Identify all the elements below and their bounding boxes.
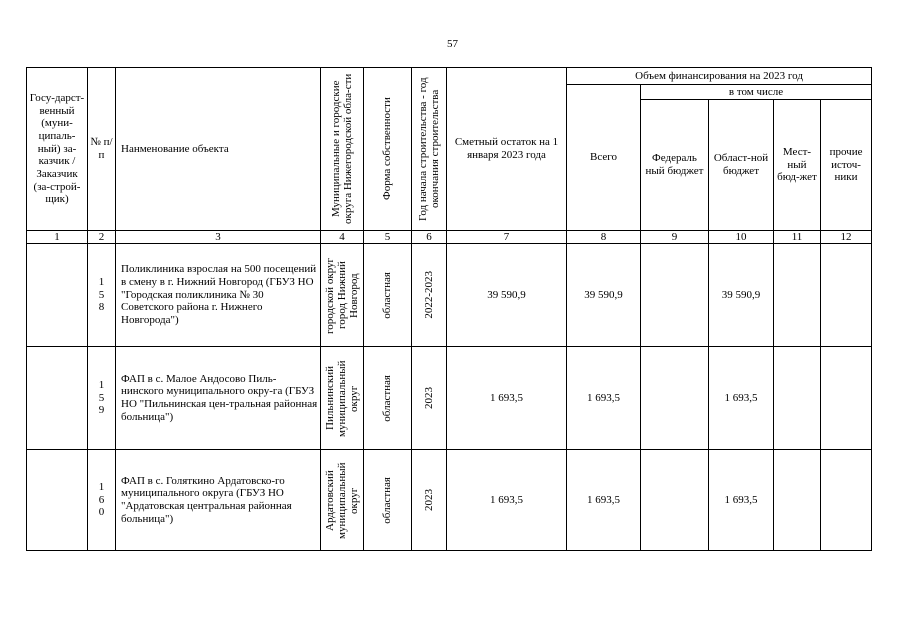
header-years [412, 68, 447, 231]
cell-local [774, 450, 821, 551]
header-balance: Сметный остаток на 1 января 2023 года [447, 68, 567, 231]
cell-balance: 39 590,9 [447, 244, 567, 347]
column-number: 10 [709, 231, 774, 244]
header-total: Всего [567, 85, 641, 231]
cell-local [774, 244, 821, 347]
header-years-text: Год начала строительства - год окончания строительства [416, 77, 441, 221]
header-including: в том числе [641, 85, 872, 100]
column-number: 6 [412, 231, 447, 244]
column-number: 2 [88, 231, 116, 244]
cell-district [321, 450, 364, 551]
cell-district [321, 347, 364, 450]
cell-other [821, 450, 872, 551]
cell-number-text: 15 9 [98, 379, 105, 417]
cell-object-name: ФАП в с. Голяткино Ардатовско-го муниципального округа (ГБУЗ НО "Ардатовская центральная районная больница") [116, 450, 321, 551]
column-number: 5 [364, 231, 412, 244]
cell-years-text: 2023 [422, 489, 435, 511]
header-ownership [364, 68, 412, 231]
header-other: прочие источ-ники [821, 100, 872, 231]
cell-district-text: Пильнинский муниципальный округ [323, 359, 361, 437]
cell-federal [641, 347, 709, 450]
cell-total: 1 693,5 [567, 450, 641, 551]
column-number: 8 [567, 231, 641, 244]
cell-years-text: 2023 [422, 387, 435, 409]
cell-ownership-text: областная [381, 271, 394, 319]
cell-ownership [364, 244, 412, 347]
cell-balance: 1 693,5 [447, 450, 567, 551]
header-financing: Объем финансирования на 2023 год [567, 68, 872, 85]
header-ownership-text: Форма собственности [381, 97, 394, 201]
column-number: 11 [774, 231, 821, 244]
cell-other [821, 244, 872, 347]
column-number: 7 [447, 231, 567, 244]
column-number: 4 [321, 231, 364, 244]
cell-customer [27, 347, 88, 450]
column-number: 9 [641, 231, 709, 244]
cell-number-text: 15 8 [98, 276, 105, 314]
header-district-text: Муниципальные и городские округа Нижегородской обла-сти [329, 73, 354, 225]
header-number: № п/п [88, 68, 116, 231]
table-row [27, 244, 872, 347]
cell-customer [27, 450, 88, 551]
cell-local [774, 347, 821, 450]
cell-regional: 1 693,5 [709, 450, 774, 551]
cell-number [88, 450, 116, 551]
cell-ownership [364, 450, 412, 551]
cell-total: 1 693,5 [567, 347, 641, 450]
cell-number-text: 16 0 [98, 481, 105, 519]
cell-customer [27, 244, 88, 347]
cell-federal [641, 244, 709, 347]
header-customer: Госу-дарст-венный (муни-ципаль-ный) за-казчик / Заказчик (за-строй-щик) [27, 68, 88, 231]
table-row [27, 347, 872, 450]
cell-object-name: ФАП в с. Малое Андосово Пиль-нинского муниципального окру-га (ГБУЗ НО "Пильнинская цен-тральная районная больница") [116, 347, 321, 450]
header-federal: Федераль ный бюджет [641, 100, 709, 231]
column-number: 12 [821, 231, 872, 244]
cell-number [88, 244, 116, 347]
header-local: Мест-ный бюд-жет [774, 100, 821, 231]
cell-balance: 1 693,5 [447, 347, 567, 450]
cell-ownership-text: областная [381, 476, 394, 524]
cell-district-text: Ардатовский муниципальный округ [323, 461, 361, 539]
cell-years [412, 347, 447, 450]
header-district [321, 68, 364, 231]
cell-other [821, 347, 872, 450]
cell-years-text: 2022-2023 [422, 271, 435, 319]
cell-district-text: городской округ город Нижний Новгород [323, 256, 361, 334]
cell-total: 39 590,9 [567, 244, 641, 347]
cell-regional: 39 590,9 [709, 244, 774, 347]
page-number: 57 [447, 38, 458, 50]
cell-federal [641, 450, 709, 551]
cell-ownership-text: областная [381, 374, 394, 422]
cell-district [321, 244, 364, 347]
cell-regional: 1 693,5 [709, 347, 774, 450]
cell-number [88, 347, 116, 450]
header-object-name: Нанменование объекта [116, 68, 321, 231]
financing-table [26, 67, 872, 551]
cell-years [412, 244, 447, 347]
column-number: 1 [27, 231, 88, 244]
cell-ownership [364, 347, 412, 450]
cell-object-name: Поликлиника взрослая на 500 посещений в смену в г. Нижний Новгород (ГБУЗ НО "Городская поликлиника № 30 Советского района г. Нижнего Новгорода") [116, 244, 321, 347]
table-row [27, 450, 872, 551]
column-number: 3 [116, 231, 321, 244]
cell-years [412, 450, 447, 551]
header-regional: Област-ной бюджет [709, 100, 774, 231]
